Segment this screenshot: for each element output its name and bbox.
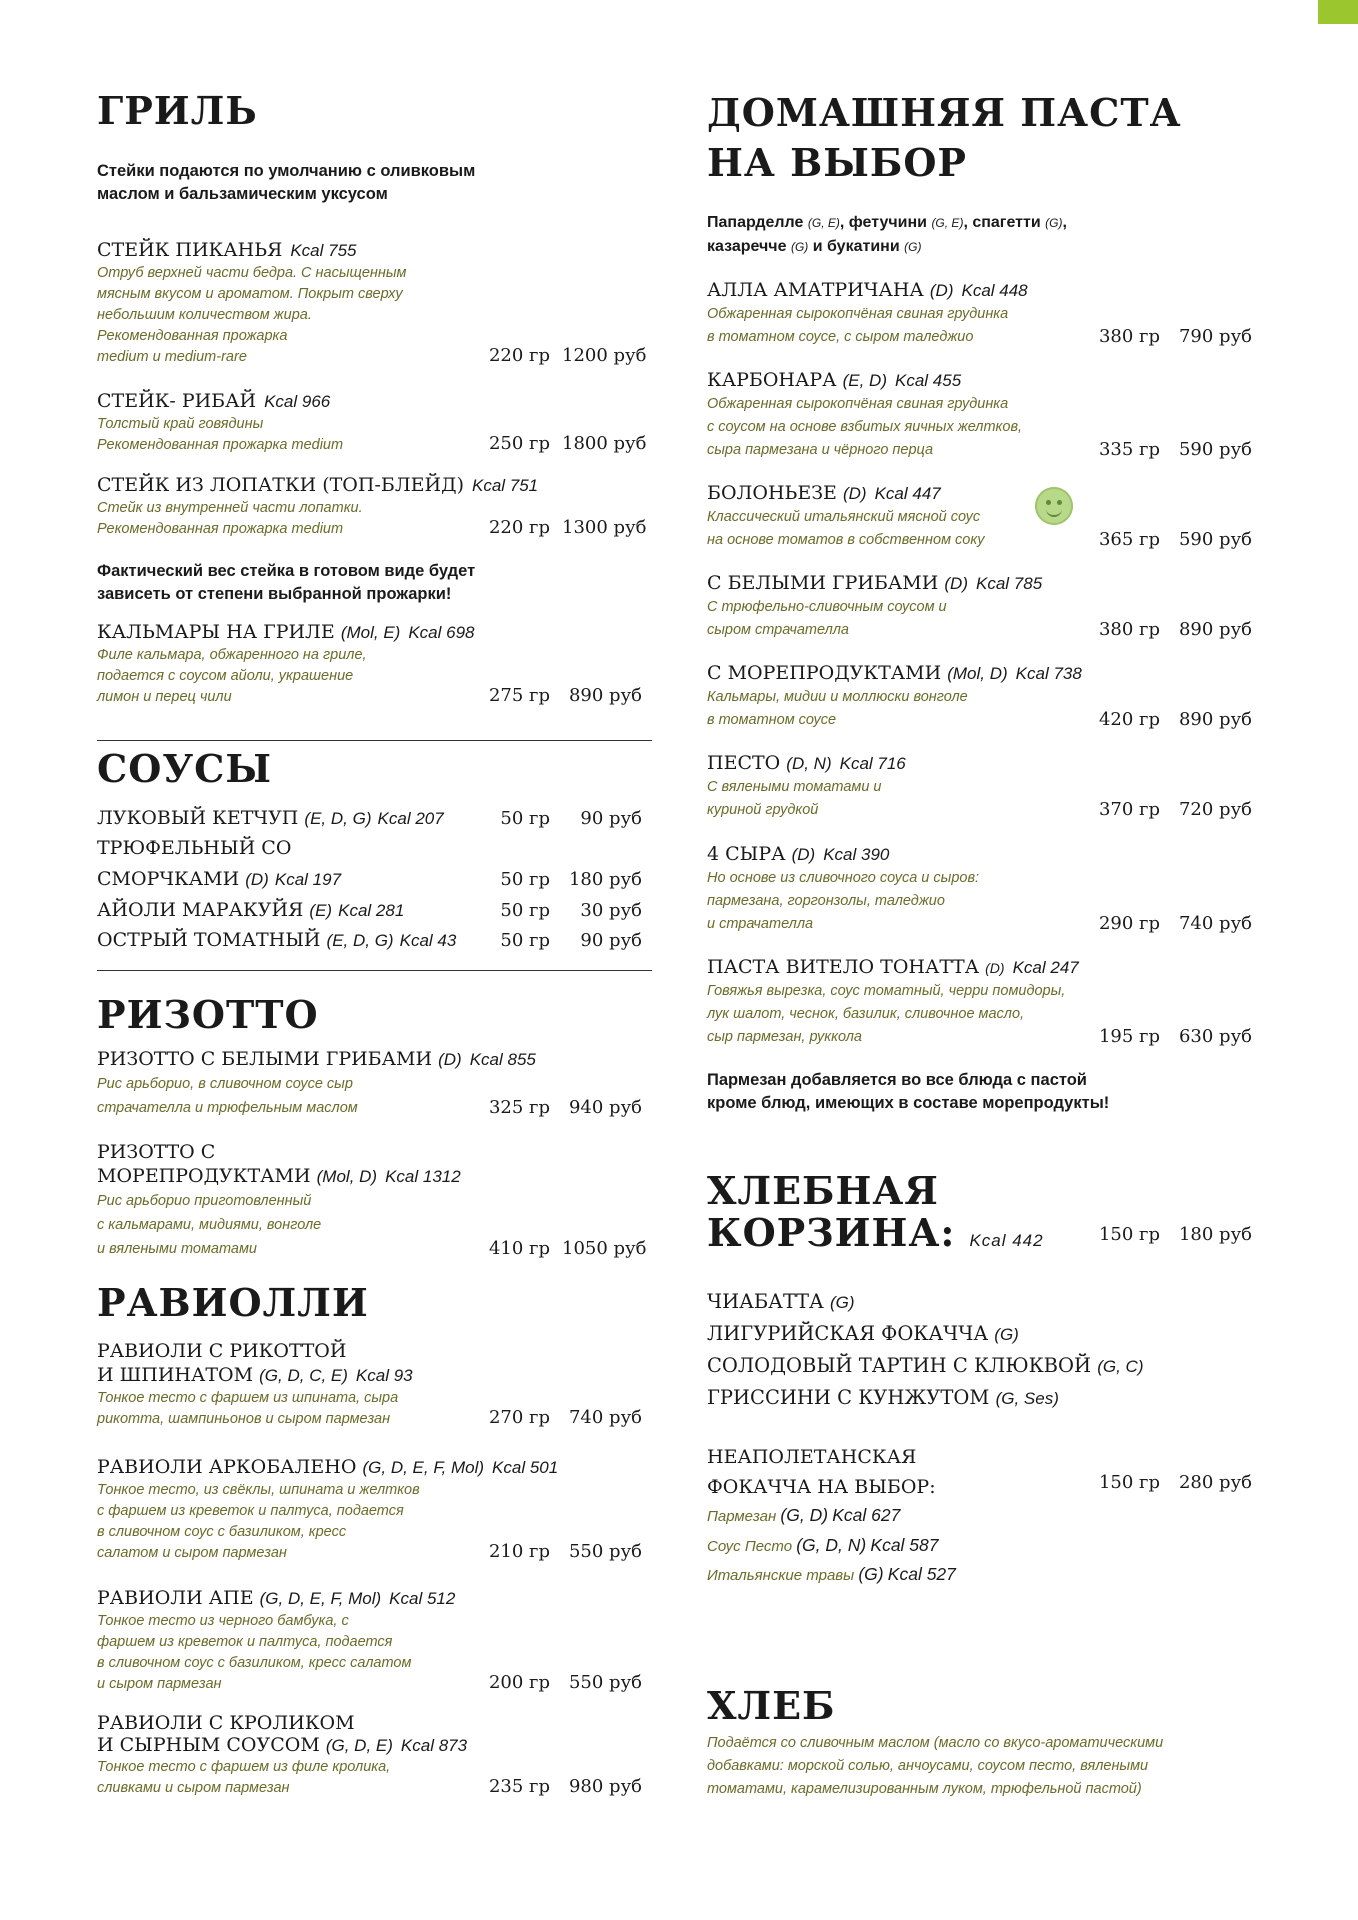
smiley-icon <box>1035 487 1073 525</box>
menu-item-vitello-tonnato: ПАСТА ВИТЕЛО ТОНАТТА (D) Kcal 247 Говяжья вырезка, соус томатный, черри помидоры, лук шалот, чеснок, базилик, сливочное масло, сыр пармезан, руккола 195 гр 630 руб <box>707 956 1252 1047</box>
menu-item-ravioli-ricotta: РАВИОЛИ С РИКОТТОЙ И ШПИНАТОМ (G, D, C, E) Kcal 93 Тонкое тесто с фаршем из шпината, сыра рикотта, шампиньонов и сыром пармезан 270 гр 740 руб <box>97 1340 642 1428</box>
focaccia-option: Итальянские травы (G) Kcal 527 <box>707 1564 956 1584</box>
menu-item-picanha: СТЕЙК ПИКАНЬЯ Kcal 755 Отруб верхней части бедра. С насыщенным мясным вкусом и ароматом. Покрыт сверху небольшим количеством жира. Рекомендованная прожарка medium и medium-rare 220 гр 1200 руб <box>97 239 647 366</box>
menu-item-carbonara: КАРБОНАРА (E, D) Kcal 455 Обжаренная сырокопчёная свиная грудинка с соусом на основе взбитых яичных желтков, сыра пармезана и чёрного перца 335 гр 590 руб <box>707 369 1252 460</box>
menu-item-squid: КАЛЬМАРЫ НА ГРИЛЕ (Mol, E) Kcal 698 Филе кальмара, обжаренного на гриле, подается с соусом айоли, украшение лимон и перец чили 275 гр 890 руб <box>97 621 642 706</box>
menu-item-porcini: С БЕЛЫМИ ГРИБАМИ (D) Kcal 785 С трюфельно-сливочным соусом и сыром страчателла 380 гр 890 руб <box>707 572 1252 640</box>
pasta-parmesan-note: Пармезан добавляется во все блюда с пастой кроме блюд, имеющих в составе морепродукты! <box>707 1071 1110 1112</box>
divider <box>97 740 652 741</box>
divider <box>97 970 652 971</box>
bread-description: Подаётся со сливочным маслом (масло со вкусо-ароматическими добавками: морской солью, анчоусами, соусом песто, вялеными томатами, карамелизированным луком, трюфельной пастой) <box>707 1735 1164 1797</box>
sauce-row: АЙОЛИ МАРАКУЙЯ (E) Kcal 281 50 гр 30 руб <box>97 899 642 921</box>
menu-item-amatriciana: АЛЛА АМАТРИЧАНА (D) Kcal 448 Обжаренная сырокопчёная свиная грудинка в томатном соусе, с сыром таледжио 380 гр 790 руб <box>707 279 1252 347</box>
sauce-row: ОСТРЫЙ ТОМАТНЫЙ (E, D, G) Kcal 43 50 гр 90 руб <box>97 929 642 951</box>
menu-item-pesto: ПЕСТО (D, N) Kcal 716 С вялеными томатами и куриной грудкой 370 гр 720 руб <box>707 752 1252 820</box>
section-title-sauces: СОУСЫ <box>97 746 273 791</box>
sauce-row: СМОРЧКАМИ (D) Kcal 197 50 гр 180 руб <box>97 868 642 890</box>
bread-item: ГРИССИНИ С КУНЖУТОМ (G, Ses) <box>707 1386 1059 1409</box>
menu-item-top-blade: СТЕЙК ИЗ ЛОПАТКИ (ТОП-БЛЕЙД) Kcal 751 Стейк из внутренней части лопатки. Рекомендованная прожарка medium 220 гр 1300 руб <box>97 474 647 538</box>
bread-item: ЧИАБАТТА (G) <box>707 1290 855 1313</box>
sauce-row: ТРЮФЕЛЬНЫЙ СО <box>97 837 292 859</box>
section-title-grill: ГРИЛЬ <box>97 88 258 133</box>
menu-item-focaccia: НЕАПОЛЕТАНСКАЯ ФОКАЧЧА НА ВЫБОР: 150 гр 280 руб <box>707 1446 1252 1498</box>
section-title-risotto: РИЗОТТО <box>97 992 319 1037</box>
bread-item: СОЛОДОВЫЙ ТАРТИН С КЛЮКВОЙ (G, C) <box>707 1354 1144 1377</box>
grill-weight-note: Фактический вес стейка в готовом виде будет зависеть от степени выбранной прожарки! <box>97 562 476 603</box>
pasta-types: Папарделле (G, E), фетучини (G, E), спагетти (G), казаречче (G) и букатини (G) <box>707 214 1067 255</box>
menu-item-four-cheese: 4 СЫРА (D) Kcal 390 Но основе из сливочного соуса и сыров: пармезана, горгонзолы, таледжио и страчателла 290 гр 740 руб <box>707 843 1252 934</box>
menu-item-ravioli-arcobaleno: РАВИОЛИ АРКОБАЛЕНО (G, D, E, F, Mol) Kcal 501 Тонкое тесто, из свёклы, шпината и желтков с фаршем из креветок и палтуса, подается в сливочном соус с базиликом, кресс салатом и сыром пармезан 210 гр 550 руб <box>97 1456 642 1562</box>
grill-note: Стейки подаются по умолчанию с оливковым маслом и бальзамическим уксусом <box>97 162 476 203</box>
section-title-pasta: ДОМАШНЯЯ ПАСТА НА ВЫБОР <box>707 90 1182 185</box>
sauce-row: ЛУКОВЫЙ КЕТЧУП (E, D, G) Kcal 207 50 гр 90 руб <box>97 807 642 829</box>
bread-item: ЛИГУРИЙСКАЯ ФОКАЧЧА (G) <box>707 1322 1019 1345</box>
focaccia-option: Пармезан (G, D) Kcal 627 <box>707 1505 901 1525</box>
menu-item-seafood-pasta: С МОРЕПРОДУКТАМИ (Mol, D) Kcal 738 Кальмары, мидии и моллюски вонголе в томатном соусе 420 гр 890 руб <box>707 662 1252 730</box>
menu-item-ravioli-rabbit: РАВИОЛИ С КРОЛИКОМ И СЫРНЫМ СОУСОМ (G, D, E) Kcal 873 Тонкое тесто с фаршем из филе кролика, сливками и сыром пармезан 235 гр 980 руб <box>97 1712 642 1797</box>
section-title-bread: ХЛЕБ <box>707 1683 836 1728</box>
menu-item-bolognese: БОЛОНЬЕЗЕ (D) Kcal 447 Классический итальянский мясной соус на основе томатов в собственном соку 365 гр 590 руб <box>707 482 1252 550</box>
menu-item-ravioli-ape: РАВИОЛИ АПЕ (G, D, E, F, Mol) Kcal 512 Тонкое тесто из черного бамбука, с фаршем из креветок и палтуса, подается в сливочном соус с базиликом, кресс салатом и сыром пармезан 200 гр 550 руб <box>97 1587 642 1693</box>
menu-item-risotto-seafood: РИЗОТТО С МОРЕПРОДУКТАМИ (Mol, D) Kcal 1312 Рис арьборио приготовленный с кальмарами, мидиями, вонголе и вялеными томатами 410 гр 1050 руб <box>97 1141 647 1259</box>
focaccia-option: Соус Песто (G, D, N) Kcal 587 <box>707 1535 939 1555</box>
menu-item-risotto-mushrooms: РИЗОТТО С БЕЛЫМИ ГРИБАМИ (D) Kcal 855 Рис арьборио, в сливочном соусе сыр страчателла и трюфельным маслом 325 гр 940 руб <box>97 1048 642 1118</box>
section-title-bread-basket: ХЛЕБНАЯ КОРЗИНА: Kcal 442 <box>707 1168 1044 1255</box>
menu-item-ribeye: СТЕЙК- РИБАЙ Kcal 966 Толстый край говядины Рекомендованная прожарка medium 250 гр 1800 руб <box>97 390 647 454</box>
accent-tab <box>1318 0 1358 24</box>
bread-basket-price: 150 гр 180 руб <box>1098 1224 1252 1245</box>
section-title-ravioli: РАВИОЛЛИ <box>97 1280 369 1325</box>
